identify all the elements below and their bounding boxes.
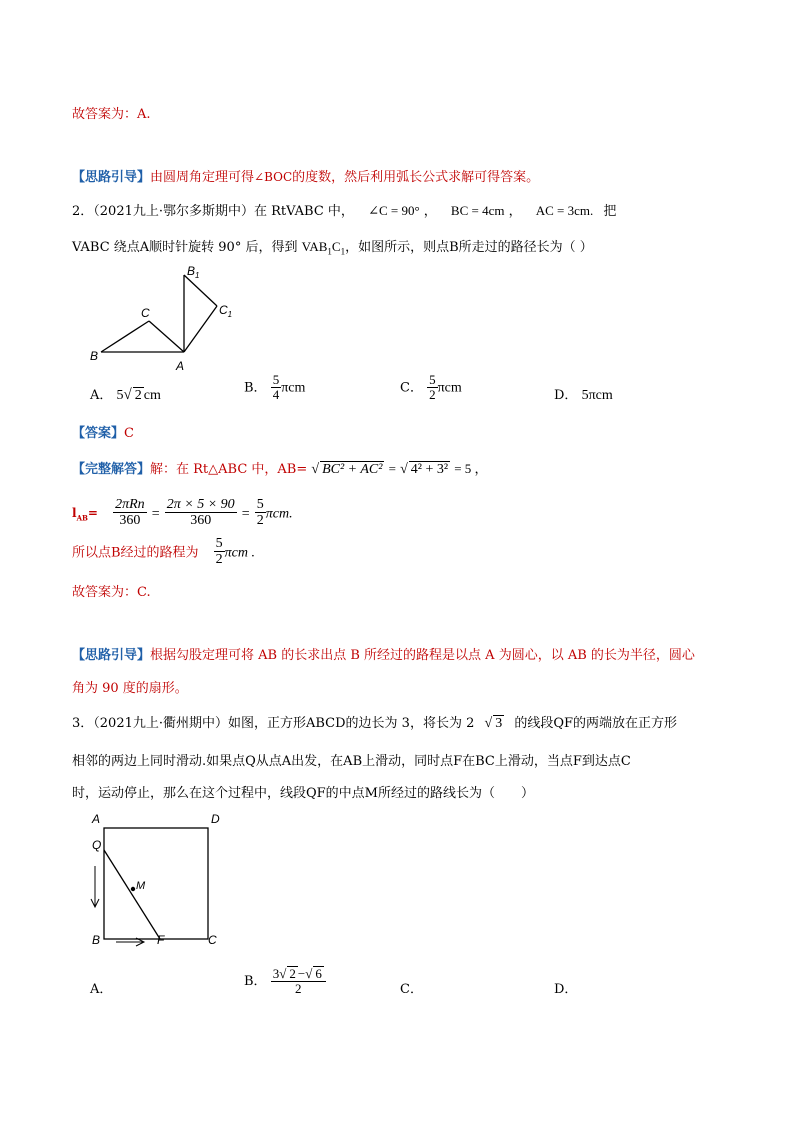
q2-cond-ac: AC = 3cm.: [535, 203, 594, 218]
q3-text-1: 3．（2021九上·衢州期中）如图，正方形ABCD的边长为 3，将长为 2: [72, 716, 475, 731]
q2-cond-c: ∠C = 90°: [368, 203, 420, 218]
arc-label: $l_{AB}=$: [72, 506, 98, 523]
q2-line-2: [72, 236, 593, 257]
segment-b1c1: [184, 275, 217, 306]
hint-2-label: 【思路引导】: [72, 648, 151, 663]
label-c: C: [208, 933, 217, 947]
q2-option-c-letter: C．: [400, 380, 423, 396]
q3-figure: [85, 808, 235, 953]
hint-1-post: 的度数，然后利用弧长公式求解可得答案。: [292, 170, 540, 185]
q3-text-1b: 的线段QF的两端放在正方形: [514, 716, 678, 731]
q3-line-3: 时，运动停止，那么在这个过程中，线段QF的中点M所经过的路线长为（ ）: [72, 786, 534, 801]
q3-line-2: 相邻的两边上同时滑动.如果点Q从点A出发，在AB上滑动，同时点F在BC上滑动，当点F到达点C: [72, 754, 631, 769]
segment-bc: [101, 321, 149, 352]
q2-source: （2021九上·鄂尔多斯期中）: [93, 204, 254, 219]
square-abcd: [104, 828, 208, 939]
q2-option-c: C． $\frac{5}{2}$ πcm: [400, 372, 462, 403]
segment-qf: [104, 850, 160, 939]
q2-option-b-letter: B．: [244, 380, 267, 396]
label-b1: $B_1$: [187, 264, 200, 280]
hint-1-label: 【思路引导】: [72, 170, 151, 185]
q2-number: 2．: [72, 204, 94, 219]
solution-label: 【完整解答】: [72, 462, 151, 477]
hint-1-pre: 由圆周角定理可得: [150, 170, 255, 185]
label-a: A: [92, 812, 101, 826]
q2-option-a: A． 5√ 2 cm: [90, 387, 161, 403]
q2-answer: [72, 422, 134, 441]
q3-option-d: D．: [554, 982, 578, 997]
q2-solution-2: $l_{AB}=$ $\frac{\text{2πRn}}{360}$ = $\frac{2\pi \times 5 \times 90}{360}$ = $\frac{5}{2}$ πcm.: [72, 497, 293, 529]
hint-2-line-2: 角为 90 度的扇形。: [72, 681, 188, 696]
label-a: A: [176, 359, 185, 372]
label-f: F: [157, 933, 165, 947]
label-c: C: [141, 306, 150, 320]
label-q: Q: [92, 838, 102, 852]
label-b: B: [92, 933, 101, 947]
midpoint-m: [131, 887, 135, 891]
answer-label: 【答案】: [72, 426, 125, 441]
path-text: 所以点B经过的路程为: [72, 545, 199, 561]
q2-option-d: D． 5πcm: [554, 388, 613, 403]
segment-ca: [149, 321, 184, 352]
label-m: M: [136, 880, 146, 892]
q2-solution-1: 【完整解答】解：在 Rt△ABC 中，AB= √ BC² + AC² = √ 4² + 3² = 5 ，: [72, 461, 488, 477]
q2-solution-3: 所以点B经过的路程为 $\frac{5}{2}$ πcm .: [72, 536, 255, 568]
q2-text-a: 在 RtVABC 中，: [254, 204, 354, 219]
solution-text: 解：在 Rt△ABC 中，AB=: [150, 462, 308, 477]
q2-ba: 把: [603, 204, 617, 219]
q2-text-2b: ，如图所示，则点B所走过的路径长为（ ）: [345, 240, 593, 255]
segment-c1a: [184, 306, 217, 352]
q2-cond-bc: BC = 4cm: [450, 203, 505, 218]
q2-text-2a: VABC 绕点A顺时针旋转 90° 后，得到: [72, 240, 298, 255]
q2-final: 故答案为：C.: [72, 585, 151, 600]
hint-2-line-1: [72, 644, 695, 663]
q2-option-b: B． $\frac{5}{4}$ πcm: [244, 372, 306, 403]
label-b: B: [90, 349, 99, 363]
hint-1: [72, 166, 539, 185]
hint-1-angle: ∠BOC: [254, 170, 293, 184]
hint-2-text: 根据勾股定理可将 AB 的长求出点 B 所经过的路程是以点 A 为圆心，以 AB 的长为半径，圆心: [150, 648, 695, 663]
q2-vab1c1: $VAB_1C_1$: [301, 239, 346, 257]
label-c1: $C_1$: [219, 303, 233, 319]
q3-option-b: B． $\frac{3√ 2 -√ 6}{2}$: [244, 966, 326, 997]
q3-option-c: C．: [400, 982, 423, 997]
q3-line-1: 3．（2021九上·衢州期中）如图，正方形ABCD的边长为 3，将长为 2 √ 3 的线段QF的两端放在正方形: [72, 716, 678, 731]
q2-figure: [85, 262, 245, 372]
q2-line-1: 2．（2021九上·鄂尔多斯期中）在 RtVABC 中， ∠C = 90° ， BC = 4cm ， AC = 3cm. 把: [72, 203, 617, 219]
answer-value: C: [124, 426, 134, 441]
q2-option-a-letter: A．: [90, 388, 113, 403]
answer-text-1: 故答案为：A.: [72, 107, 151, 122]
label-d: D: [211, 812, 220, 826]
q3-option-a: A．: [90, 982, 113, 997]
q2-option-d-letter: D．: [554, 388, 578, 403]
